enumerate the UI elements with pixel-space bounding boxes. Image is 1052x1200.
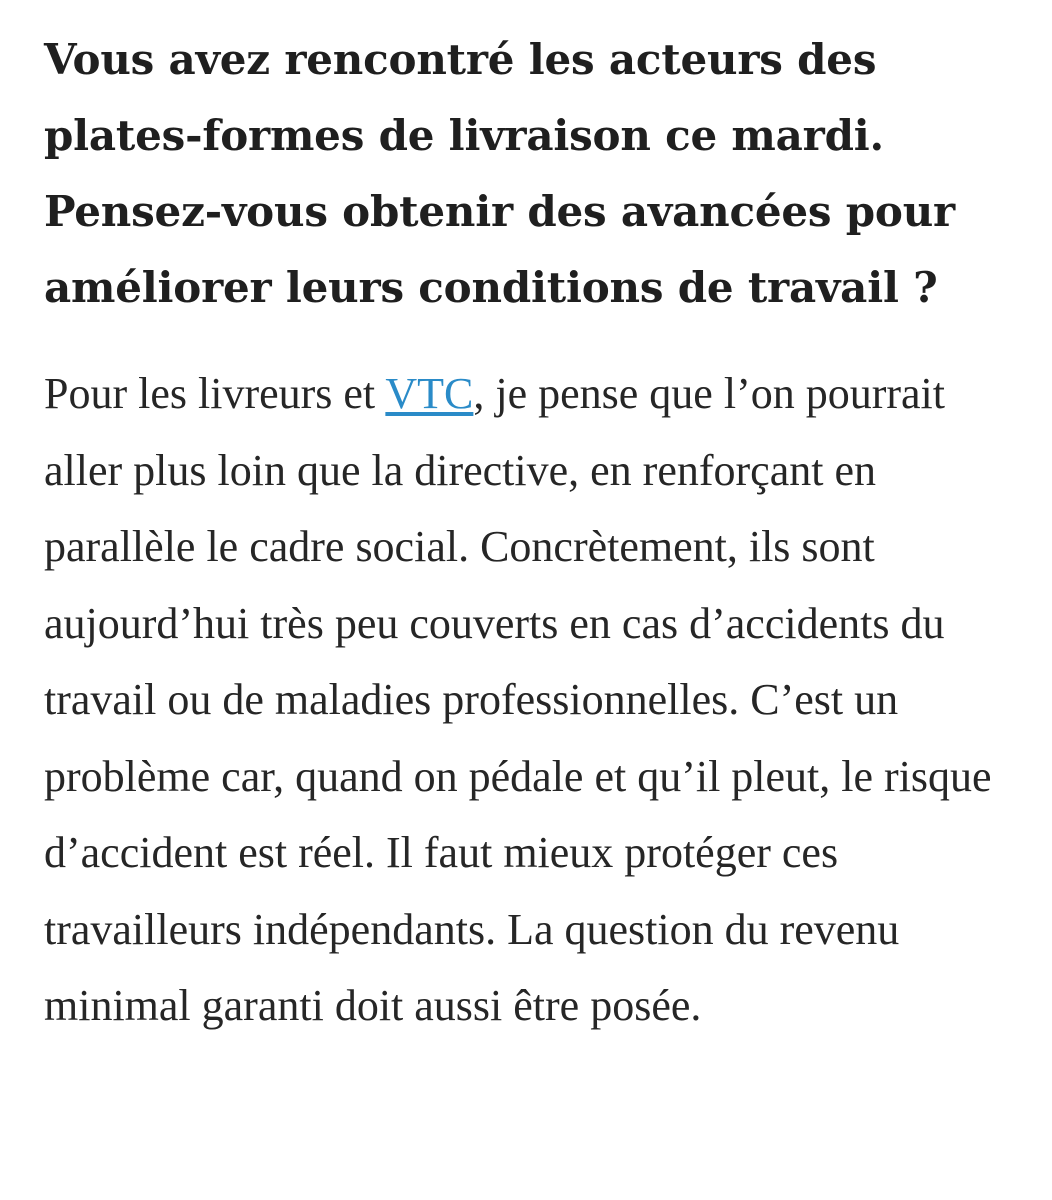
interview-question bbox=[44, 22, 1034, 326]
question-text: Vous avez rencontré les acteurs des plates-formes de livraison ce mardi. Pensez-vous obtenir des avancées pour améliorer leurs conditions de travail ? bbox=[44, 35, 955, 312]
article-excerpt bbox=[44, 22, 1034, 1045]
vtc-link[interactable]: VTC bbox=[385, 369, 474, 418]
answer-text-rest: , je pense que l’on pourrait aller plus loin que la directive, en renforçant en parallèle le cadre social. Concrètement, ils sont aujourd’hui très peu couverts en cas d’accidents du travail ou de maladies professionnelles. C’est un problème car, quand on pédale et qu’il pleut, le risque d’accident est réel. Il faut mieux protéger ces travailleurs indépendants. La question du revenu minimal garanti doit aussi être posée. bbox=[44, 369, 992, 1030]
interview-answer bbox=[44, 356, 1034, 1045]
answer-text-start: Pour les livreurs et bbox=[44, 369, 386, 418]
